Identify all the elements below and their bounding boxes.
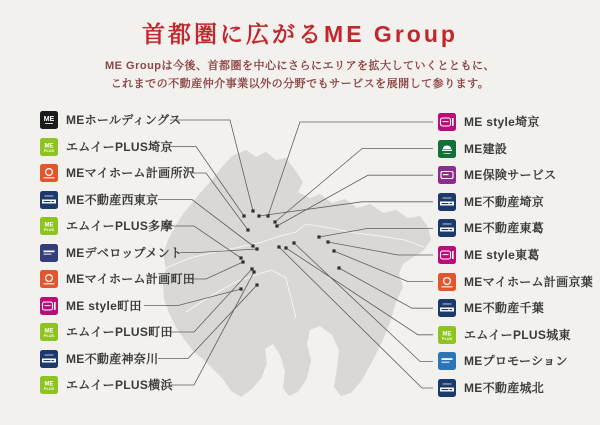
company-label: エムイーPLUS町田 [66,325,173,339]
company-row-right-4 [438,219,544,237]
company-label: エムイーPLUS横浜 [66,378,173,392]
me-myhome-logo-icon [40,164,58,182]
map-dot-left-4 [239,256,242,259]
company-label: エムイーPLUS多摩 [66,219,173,233]
me-style-logo-icon [438,113,456,131]
me-fudosan-logo-icon [438,219,456,237]
me-fudosan-logo-icon [40,191,58,209]
company-label: ME不動産東葛 [464,221,545,236]
me-plus-logo-icon [40,217,58,235]
svg-text:PLUS: PLUS [441,336,453,341]
me-fudosan-logo-icon [438,379,456,397]
company-label: MEマイホーム計画所沢 [66,166,196,180]
company-label: MEマイホーム計画京葉 [464,274,594,289]
company-label: ME不動産埼京 [464,194,545,209]
company-row-right-1 [438,140,507,158]
svg-text:ME: ME [44,328,54,335]
company-label: MEデベロップメント [66,245,183,260]
company-label: MEホールディングス [66,113,182,127]
me-fudosan-logo-icon [40,350,58,368]
company-row-left-2 [40,164,195,182]
me-holdings-logo-icon [40,111,58,129]
kanto-map-shape [163,150,431,397]
company-label: ME保険サービス [464,168,557,183]
me-fudosan-logo-icon [438,299,456,317]
company-label: ME style東葛 [464,248,540,262]
company-label: ME不動産西東京 [66,192,159,207]
company-label: ME不動産千葉 [464,301,545,316]
page-title: 首都圏に広がるME Group [142,21,458,47]
svg-text:ME: ME [44,143,54,149]
company-label: ME不動産城北 [464,381,545,395]
company-label: ME建設 [464,141,508,156]
map-dot-right-3 [257,214,260,217]
me-hoken-logo-icon [438,166,456,184]
company-row-right-0 [438,113,540,131]
company-row-right-8 [438,326,571,344]
me-myhome-logo-icon [40,270,58,288]
company-label: ME不動産神奈川 [66,351,159,366]
map-dot-right-9 [292,241,295,244]
map-dot-left-0 [251,209,254,212]
map-dot-right-1 [273,220,276,223]
company-label: ME style町田 [66,298,142,313]
company-label: MEプロモーション [464,354,568,369]
company-label: エムイーPLUS埼京 [66,139,173,154]
map-dot-right-8 [284,246,287,249]
me-plus-logo-icon [40,376,58,394]
map-dot-left-7 [239,287,242,290]
subtitle-line-2: これまでの不動産仲介事業以外の分野でもサービスを展開して参ります。 [110,78,490,90]
me-style-logo-icon [40,297,58,315]
map-dot-left-9 [255,283,258,286]
company-row-left-1 [40,138,173,156]
svg-text:ME: ME [44,381,54,388]
company-row-right-10 [438,379,544,397]
map-dot-left-2 [246,228,249,231]
company-row-right-2 [438,166,556,184]
svg-text:ME: ME [442,331,452,338]
company-row-right-6 [438,273,593,291]
me-plus-logo-icon [438,326,456,344]
map-dot-left-10 [252,270,255,273]
svg-text:PLUS: PLUS [43,228,55,232]
company-row-left-7 [40,297,142,315]
company-row-right-5 [438,246,540,264]
svg-text:PLUS: PLUS [43,148,55,153]
map-dot-right-7 [337,266,340,269]
company-row-left-10 [40,376,173,394]
company-row-left-9 [40,350,158,368]
svg-text:PLUS: PLUS [43,334,55,338]
me-plus-logo-icon [40,323,58,341]
company-row-left-8 [40,323,173,341]
svg-text:ME: ME [44,222,54,229]
subtitle-line-1: ME Groupは今後、首都圏を中心にさらにエリアを拡大していくとともに、 [104,60,496,72]
me-plus-logo-icon [40,138,58,156]
map-dot-right-6 [332,249,335,252]
company-row-left-4 [40,217,173,235]
map-dot-right-5 [326,240,329,243]
map-dot-right-0 [266,214,269,217]
map-dot-right-2 [275,224,278,227]
me-promotion-logo-icon [438,352,456,370]
svg-text:PLUS: PLUS [43,387,55,391]
svg-text:ME: ME [43,116,55,123]
me-style-logo-icon [438,246,456,264]
me-myhome-logo-icon [438,273,456,291]
company-row-right-3 [438,193,544,211]
company-row-left-5 [40,244,182,262]
company-row-left-0 [40,111,181,129]
map-dot-left-1 [242,214,245,217]
map-dot-right-10 [277,245,280,248]
company-label: ME style埼京 [464,115,540,129]
company-label: エムイーPLUS城東 [464,327,571,342]
me-kensetsu-logo-icon [438,140,456,158]
map-dot-right-4 [317,235,320,238]
me-fudosan-logo-icon [438,193,456,211]
company-row-right-7 [438,299,544,317]
company-row-left-6 [40,270,195,288]
map-dot-left-5 [255,247,258,250]
map-dot-left-6 [241,260,244,263]
map-dot-left-8 [250,267,253,270]
company-row-right-9 [438,352,568,370]
map-dot-left-3 [251,244,254,247]
company-label: MEマイホーム計画町田 [66,272,196,286]
me-develop-logo-icon [40,244,58,262]
company-row-left-3 [40,191,158,209]
